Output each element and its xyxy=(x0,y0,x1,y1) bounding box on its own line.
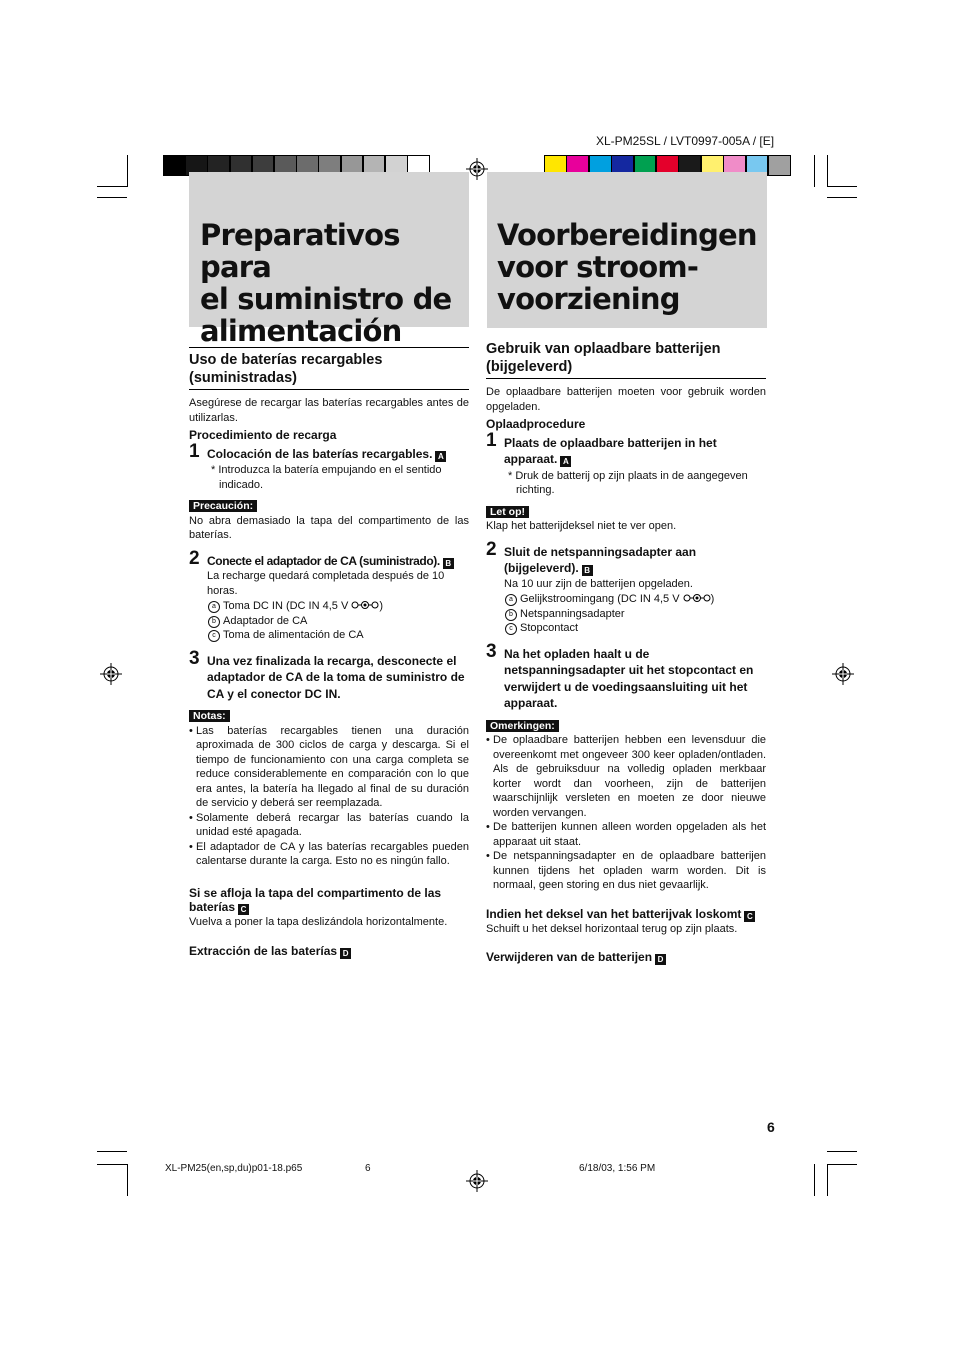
color-swatch xyxy=(768,155,791,176)
step-text: Conecte el adaptador de CA (suministrado). xyxy=(207,553,440,568)
column-spanish xyxy=(189,347,469,959)
note-item: • De batterijen kunnen alleen worden opgeladen als het apparaat uit staat. xyxy=(486,820,766,849)
dc-polarity-icon xyxy=(683,594,711,602)
intro-text: Asegúrese de recargar las baterías recargables antes de utilizarlas. xyxy=(189,397,469,424)
footer-file-page: 6 xyxy=(365,1163,371,1174)
loose-cover-text: Vuelva a poner la tapa deslizándola horizontalmente. xyxy=(189,916,448,928)
figure-ref-c: C xyxy=(744,911,755,922)
list-item: b Adaptador de CA xyxy=(207,614,469,629)
step-description: La recharge quedará completada después de 10 horas. xyxy=(207,570,445,597)
page-number: 6 xyxy=(767,1119,775,1135)
caution-label: Let op! xyxy=(486,506,529,518)
note-item: • Solamente deberá recargar las baterías cuando la unidad esté apagada. xyxy=(189,811,469,840)
procedure-heading: Procedimiento de recarga xyxy=(189,428,337,442)
step-1 xyxy=(486,429,766,468)
section-title: Uso de baterías recargables (suministradas) xyxy=(189,347,469,390)
registration-mark-bottom-icon xyxy=(466,1170,488,1192)
step-text: Plaats de oplaadbare batterijen in het apparaat. xyxy=(504,435,717,466)
figure-ref-d: D xyxy=(340,948,351,959)
note-item: • Las baterías recargables tienen una duración aproximada de 300 ciclos de carga y descarga. Si el tiempo de funcionamiento con una carga completa se reduce considerablemente en comparación con lo que era antes, la batería ha llegado al final de su duración de servicio y deberá ser reemplazada. xyxy=(189,724,469,811)
column-dutch xyxy=(486,338,766,965)
loose-cover-heading: Si se afloja la tapa del compartimento de las baterías C xyxy=(189,885,442,914)
footer-file-name: XL-PM25(en,sp,du)p01-18.p65 xyxy=(165,1163,303,1174)
note-item: • De netspanningsadapter en de oplaadbare batterijen kunnen tijdens het opladen warm worden. Dit is normaal, geen storing en dus niet gevaarlijk. xyxy=(486,849,766,893)
dc-polarity-icon xyxy=(351,601,379,609)
note-item: • El adaptador de CA y las baterías recargables pueden calentarse durante la carga. Esto no es ningún fallo. xyxy=(189,840,469,869)
figure-ref-a: A xyxy=(560,456,571,467)
title-panel-left xyxy=(189,172,469,348)
step-number: 3 xyxy=(486,640,497,662)
step-text: Sluit de netspanningsadapter aan (bijgeleverd). xyxy=(504,544,697,575)
connection-list xyxy=(207,599,469,643)
step-description: Na 10 uur zijn de batterijen opgeladen. xyxy=(504,577,693,590)
loose-cover-heading: Indien het deksel van het batterijvak loskomt C xyxy=(486,907,766,922)
page-title-dutch: Voorbereidingen voor stroom- voorziening xyxy=(497,218,757,316)
gray-swatch xyxy=(163,155,186,176)
step-2 xyxy=(486,538,766,577)
figure-ref-d: D xyxy=(655,954,666,965)
notes-label: Notas: xyxy=(189,710,230,722)
figure-ref-b: B xyxy=(443,558,454,569)
loose-cover-text: Schuift u het deksel horizontaal terug op zijn plaats. xyxy=(486,922,738,935)
step-2 xyxy=(189,547,469,570)
note-item: • De oplaadbare batterijen hebben een levensduur die overeenkomt met ongeveer 300 keer opladen/ontladen. Als de gebruiksduur na volledig opladen merkbaar korter wordt dan voorheen, zijn de batterijen waarschijnlijk versleten en moeten ze door nieuwe worden vervangen. xyxy=(486,733,766,820)
list-item: a Gelijkstroomingang (DC IN 4,5 V ) xyxy=(504,592,766,607)
figure-ref-b: B xyxy=(582,565,593,576)
list-item: b Netspanningsadapter xyxy=(504,607,766,622)
list-item: c Toma de alimentación de CA xyxy=(207,628,469,643)
figure-ref-a: A xyxy=(435,451,446,462)
list-item: c Stopcontact xyxy=(504,621,766,636)
step-3 xyxy=(189,647,469,703)
procedure-heading: Oplaadprocedure xyxy=(486,417,586,431)
step-3 xyxy=(486,640,766,712)
step-number: 1 xyxy=(486,429,497,451)
step-note: * Introduzca la batería empujando en el sentido indicado. xyxy=(211,464,442,491)
figure-ref-c: C xyxy=(238,904,249,915)
caution-text: Klap het batterijdeksel niet te ver open. xyxy=(486,520,677,532)
title-panel-right xyxy=(487,172,767,328)
notes-list xyxy=(189,724,469,869)
page-title-spanish: Preparativos para el suministro de alimentación xyxy=(200,218,452,348)
registration-mark-right-icon xyxy=(832,663,854,685)
footer-timestamp: 6/18/03, 1:56 PM xyxy=(579,1163,656,1174)
caution-label: Precaución: xyxy=(189,500,257,512)
document-code: XL-PM25SL / LVT0997-005A / [E] xyxy=(596,134,775,148)
connection-list xyxy=(504,592,766,636)
caution-text: No abra demasiado la tapa del compartimento de las baterías. xyxy=(189,514,469,541)
registration-mark-top-icon xyxy=(466,158,488,180)
registration-mark-left-icon xyxy=(100,663,122,685)
step-number: 3 xyxy=(189,647,200,669)
step-number: 1 xyxy=(189,440,200,462)
step-number: 2 xyxy=(486,538,497,560)
remove-batteries-heading: Verwijderen van de batterijen D xyxy=(486,950,766,965)
intro-text: De oplaadbare batterijen moeten voor gebruik worden opgeladen. xyxy=(486,386,766,413)
step-text: Na het opladen haalt u de netspanningsadapter uit het stopcontact en verwijdert u de voedingsaansluiting uit het apparaat. xyxy=(504,646,754,710)
remove-batteries-heading: Extracción de las baterías D xyxy=(189,944,469,959)
section-title: Gebruik van oplaadbare batterijen (bijgeleverd) xyxy=(486,338,766,379)
step-text: Una vez finalizada la recarga, desconecte el adaptador de CA de la toma de suministro de CA y el conector DC IN. xyxy=(207,653,465,701)
notes-list xyxy=(486,733,766,893)
step-text: Colocación de las baterías recargables. xyxy=(207,446,433,461)
list-item: a Toma DC IN (DC IN 4,5 V ) xyxy=(207,599,469,614)
step-note: * Druk de batterij op zijn plaats in de aangegeven richting. xyxy=(508,469,748,496)
step-1 xyxy=(189,440,469,463)
notes-label: Omerkingen: xyxy=(486,720,559,732)
step-number: 2 xyxy=(189,547,200,569)
